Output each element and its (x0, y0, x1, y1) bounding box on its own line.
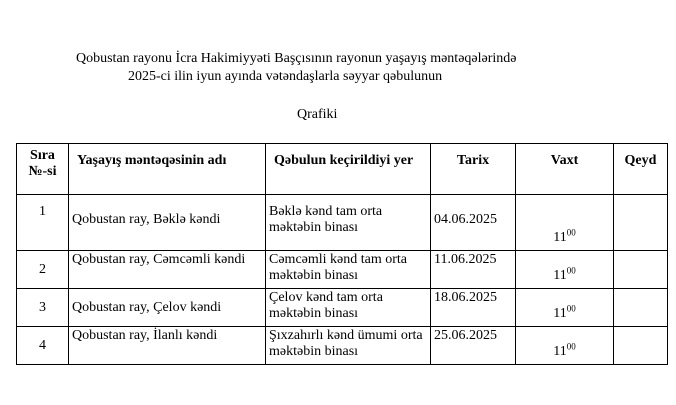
table-row (17, 251, 668, 289)
header-time: Vaxt (516, 144, 614, 195)
row-date: 18.06.2025 (431, 289, 516, 327)
row-num: 1 (17, 195, 69, 251)
row-location: Qobustan ray, Bəklə kəndi (69, 195, 266, 251)
row-note (614, 251, 668, 289)
row-time-hour: 11 (553, 306, 567, 321)
row-location: Qobustan ray, İlanlı kəndi (69, 327, 266, 365)
row-note (614, 327, 668, 365)
row-place: Cəmcəmli kənd tam orta məktəbin binası (266, 251, 431, 289)
row-date: 25.06.2025 (431, 327, 516, 365)
row-time-hour: 11 (553, 268, 567, 283)
row-time-hour: 11 (553, 230, 567, 245)
header-date: Tarix (431, 144, 516, 195)
row-time-hour: 11 (553, 344, 567, 359)
header-place: Qəbulun keçirildiyi yer (266, 144, 431, 195)
row-time-minutes: 00 (566, 341, 576, 352)
row-time (516, 195, 614, 251)
row-location: Qobustan ray, Cəmcəmli kəndi (69, 251, 266, 289)
document-subtitle: Qrafiki (297, 107, 338, 122)
row-time (516, 327, 614, 365)
row-num: 2 (17, 251, 69, 289)
row-date: 04.06.2025 (431, 195, 516, 251)
row-date: 11.06.2025 (431, 251, 516, 289)
document-title-line-1: Qobustan rayonu İcra Hakimiyyəti Başçısının rayonun yaşayış məntəqələrində (76, 51, 517, 66)
table-row (17, 195, 668, 251)
row-time (516, 251, 614, 289)
table-row (17, 327, 668, 365)
row-time (516, 289, 614, 327)
row-note (614, 195, 668, 251)
header-note: Qeyd (614, 144, 668, 195)
table-header-row (17, 144, 668, 195)
document-title-line-2: 2025-ci ilin iyun ayında vətəndaşlarla səyyar qəbulunun (128, 69, 443, 84)
row-location: Qobustan ray, Çelov kəndi (69, 289, 266, 327)
table-row (17, 289, 668, 327)
schedule-table (16, 143, 668, 365)
row-place: Şıxzahırlı kənd ümumi orta məktəbin binası (266, 327, 431, 365)
row-place: Bəklə kənd tam orta məktəbin binası (266, 195, 431, 251)
row-time-minutes: 00 (566, 303, 576, 314)
header-location: Yaşayış məntəqəsinin adı (69, 144, 266, 195)
row-place: Çelov kənd tam orta məktəbin binası (266, 289, 431, 327)
row-num: 4 (17, 327, 69, 365)
row-num: 3 (17, 289, 69, 327)
row-time-minutes: 00 (566, 227, 576, 238)
row-note (614, 289, 668, 327)
header-num: Sıra №-si (17, 144, 69, 195)
row-time-minutes: 00 (566, 265, 576, 276)
